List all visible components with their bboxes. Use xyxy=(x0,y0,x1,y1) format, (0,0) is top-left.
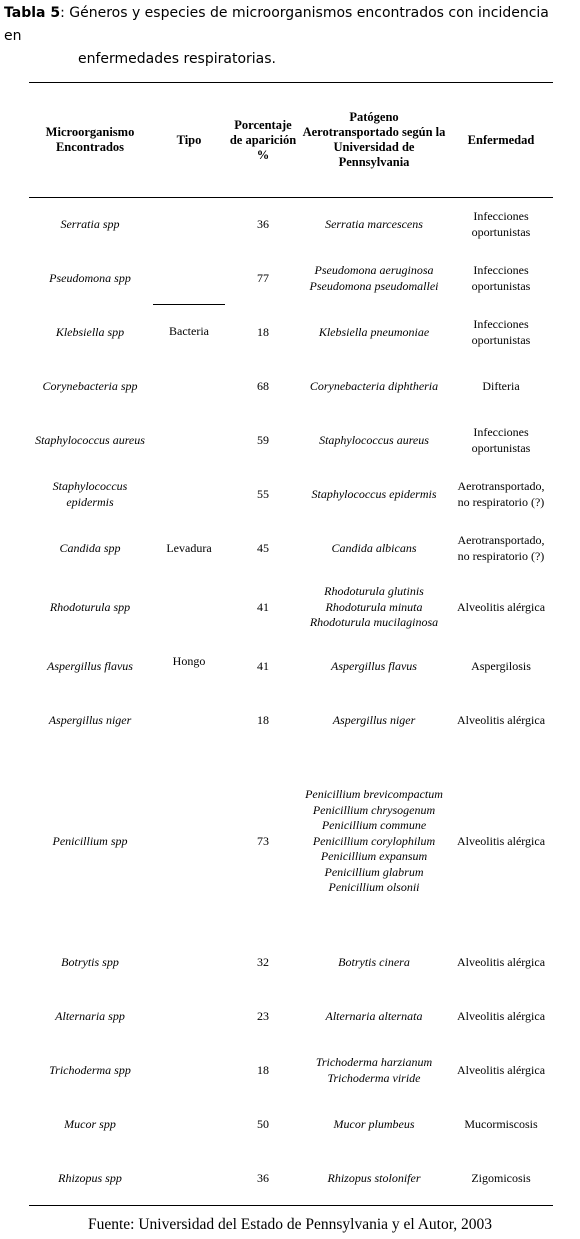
pathogen-name: Penicillium chrysogenum xyxy=(312,802,436,817)
cell-disease xyxy=(449,198,553,252)
tipo-label-hongo: Hongo xyxy=(172,653,206,668)
cell-pathogen xyxy=(299,468,449,522)
cell-percentage: 45 xyxy=(257,540,269,555)
disease-line: Alveolitis alérgica xyxy=(456,954,546,969)
cell-percentage: 32 xyxy=(257,954,269,969)
cell-organism: Rhodoturula spp xyxy=(49,599,131,614)
table-row xyxy=(29,748,553,936)
disease-line: Zigomicosis xyxy=(471,1170,531,1185)
pathogen-name: Rhodoturula minuta xyxy=(325,599,423,614)
table-row xyxy=(29,306,553,360)
table-header-row xyxy=(29,83,553,198)
cell-organism: Klebsiella spp xyxy=(55,324,125,339)
disease-line: Mucormiscosis xyxy=(464,1116,538,1131)
tipo-label-levadura: Levadura xyxy=(166,540,212,555)
pathogen-name: Staphylococcus aureus xyxy=(319,432,429,447)
pathogen-name: Rhodoturula mucilaginosa xyxy=(309,615,439,630)
cell-pathogen xyxy=(299,522,449,576)
header-enfermedad: Enfermedad xyxy=(449,83,553,198)
cell-pathogen xyxy=(299,936,449,990)
pathogen-name: Penicillium expansum xyxy=(320,849,428,864)
cell-disease xyxy=(449,252,553,306)
cell-organism: Botrytis spp xyxy=(61,954,119,969)
cell-tipo-empty xyxy=(151,748,227,936)
cell-disease xyxy=(449,522,553,576)
cell-pathogen xyxy=(299,1098,449,1152)
pathogen-name: Penicillium brevicompactum xyxy=(305,787,443,802)
table-row xyxy=(29,252,553,306)
pathogen-name: Pseudomona pseudomallei xyxy=(309,278,439,293)
cell-tipo-empty xyxy=(151,1152,227,1206)
cell-disease xyxy=(449,936,553,990)
table-row xyxy=(29,576,553,640)
cell-disease xyxy=(449,414,553,468)
disease-line: oportunistas xyxy=(471,440,531,455)
cell-disease xyxy=(449,360,553,414)
disease-line: Infecciones xyxy=(473,425,529,439)
disease-line: Aerotransportado, xyxy=(457,533,545,547)
cell-organism: Rhizopus spp xyxy=(29,1152,151,1206)
cell-tipo-bacteria xyxy=(151,198,227,522)
cell-pathogen xyxy=(299,748,449,936)
cell-disease xyxy=(449,306,553,360)
table-row xyxy=(29,468,553,522)
cell-disease xyxy=(449,1098,553,1152)
header-patogeno: Patógeno Aerotransportado según la Universidad de Pennsylvania xyxy=(299,83,449,198)
cell-organism: Penicillium spp xyxy=(52,833,128,848)
cell-tipo-empty xyxy=(151,1044,227,1098)
table-row xyxy=(29,522,553,576)
cell-percentage: 68 xyxy=(257,378,269,393)
disease-line: no respiratorio (?) xyxy=(457,548,545,563)
cell-percentage: 18 xyxy=(257,712,269,727)
cell-percentage: 77 xyxy=(257,270,269,285)
cell-tipo-hongo xyxy=(151,576,227,748)
cell-percentage: 50 xyxy=(257,1116,269,1131)
disease-line: no respiratorio (?) xyxy=(457,494,545,509)
table-row xyxy=(29,640,553,694)
disease-line: Alveolitis alérgica xyxy=(456,1062,546,1077)
table-row xyxy=(29,936,553,990)
cell-organism: Serratia spp xyxy=(60,217,120,231)
cell-organism: Corynebacteria spp xyxy=(42,378,138,393)
tipo-label-bacteria: Bacteria xyxy=(169,324,209,338)
pathogen-name: Pseudomona aeruginosa xyxy=(314,263,434,277)
cell-pathogen xyxy=(299,360,449,414)
pathogen-name: Trichoderma viride xyxy=(327,1070,421,1085)
cell-percentage: 55 xyxy=(257,486,269,501)
microorganism-table-container xyxy=(29,82,553,1206)
cell-percentage: 73 xyxy=(257,833,269,848)
cell-tipo-empty xyxy=(151,990,227,1044)
disease-line: Alveolitis alérgica xyxy=(456,712,546,727)
table-row xyxy=(29,1044,553,1098)
header-porcentaje: Porcentaje de aparición % xyxy=(227,83,299,198)
disease-line: oportunistas xyxy=(471,278,531,293)
pathogen-name: Rhodoturula glutinis xyxy=(324,584,424,599)
cell-disease xyxy=(449,694,553,748)
table-body xyxy=(29,198,553,1206)
cell-pathogen xyxy=(299,990,449,1044)
cell-pathogen xyxy=(299,252,449,306)
pathogen-name: Staphylococcus epidermis xyxy=(311,486,437,501)
pathogen-name: Aspergillus flavus xyxy=(331,658,417,673)
pathogen-name: Corynebacteria diphtheria xyxy=(309,378,439,393)
disease-line: Alveolitis alérgica xyxy=(456,599,546,614)
cell-disease xyxy=(449,1044,553,1098)
table-row xyxy=(29,360,553,414)
cell-disease xyxy=(449,748,553,936)
cell-pathogen xyxy=(299,576,449,640)
cell-organism: Trichoderma spp xyxy=(49,1062,131,1077)
pathogen-name: Penicillium glabrum xyxy=(324,864,424,879)
pathogen-name: Mucor plumbeus xyxy=(333,1116,415,1131)
pathogen-name: Trichoderma harzianum xyxy=(315,1055,433,1069)
table-row xyxy=(29,1152,553,1206)
cell-tipo-levadura xyxy=(151,522,227,576)
source-note: Fuente: Universidad del Estado de Pennsylvania y el Autor, 2003 xyxy=(87,1216,493,1233)
cell-percentage: 18 xyxy=(257,324,269,339)
cell-organism: Aspergillus niger xyxy=(48,712,132,727)
caption-text-line1: : Géneros y especies de microorganismos encontrados con incidencia en xyxy=(4,5,549,44)
table-row xyxy=(29,198,553,252)
table-row xyxy=(29,694,553,748)
pathogen-name: Penicillium olsonii xyxy=(328,880,420,895)
pathogen-name: Serratia marcescens xyxy=(325,217,423,231)
cell-percentage: 18 xyxy=(257,1062,269,1077)
disease-line: Aspergilosis xyxy=(471,658,531,673)
cell-organism: Staphylococcus aureus xyxy=(35,432,145,447)
cell-pathogen xyxy=(299,414,449,468)
cell-organism: Candida spp xyxy=(59,540,121,555)
cell-pathogen xyxy=(299,198,449,252)
cell-pathogen xyxy=(299,1152,449,1206)
cell-percentage: 23 xyxy=(257,1008,269,1023)
cell-organism: Pseudomona spp xyxy=(49,270,131,285)
disease-line: Difteria xyxy=(482,378,520,393)
table-row xyxy=(29,414,553,468)
cell-pathogen xyxy=(299,1044,449,1098)
disease-line: oportunistas xyxy=(471,224,531,239)
cell-disease xyxy=(449,576,553,640)
pathogen-name: Candida albicans xyxy=(331,540,417,555)
disease-line: Alveolitis alérgica xyxy=(456,833,546,848)
pathogen-name: Alternaria alternata xyxy=(325,1008,423,1023)
pathogen-name: Klebsiella pneumoniae xyxy=(318,324,430,339)
disease-line: oportunistas xyxy=(471,332,531,347)
cell-pathogen xyxy=(299,306,449,360)
cell-disease xyxy=(449,1152,553,1206)
cell-disease xyxy=(449,468,553,522)
pathogen-name: Aspergillus niger xyxy=(332,712,416,727)
pathogen-name: Rhizopus stolonifer xyxy=(327,1170,421,1185)
cell-percentage: 36 xyxy=(257,217,269,231)
cell-organism: Staphylococcus epidermis xyxy=(52,479,128,509)
caption-text-line2: enfermedades respiratorias. xyxy=(78,51,276,67)
cell-percentage: 41 xyxy=(257,599,269,614)
cell-tipo-empty xyxy=(151,936,227,990)
table-row xyxy=(29,990,553,1044)
header-tipo: Tipo xyxy=(151,83,227,198)
disease-line: Infecciones xyxy=(473,263,529,277)
disease-line: Aerotransportado, xyxy=(457,479,545,493)
cell-pathogen xyxy=(299,640,449,694)
cell-pathogen xyxy=(299,694,449,748)
header-microorganism: Microorganismo Encontrados xyxy=(29,83,151,198)
cell-percentage: 36 xyxy=(227,1152,299,1206)
pathogen-name: Penicillium corylophilum xyxy=(312,833,436,848)
cell-percentage: 41 xyxy=(257,658,269,673)
cell-tipo-empty xyxy=(151,1098,227,1152)
cell-percentage: 59 xyxy=(257,432,269,447)
cell-disease xyxy=(449,640,553,694)
microorganism-table xyxy=(29,82,553,1206)
table-row xyxy=(29,1098,553,1152)
cell-organism: Mucor spp xyxy=(64,1116,116,1131)
cell-organism: Aspergillus flavus xyxy=(47,658,133,673)
caption-label: Tabla 5 xyxy=(4,5,61,21)
disease-line: Alveolitis alérgica xyxy=(456,1008,546,1023)
cell-disease xyxy=(449,990,553,1044)
pathogen-name: Penicillium commune xyxy=(321,818,427,833)
disease-line: Infecciones xyxy=(473,209,529,224)
pathogen-name: Botrytis cinera xyxy=(338,954,410,969)
disease-line: Infecciones xyxy=(473,317,529,331)
table-caption xyxy=(4,2,564,71)
cell-organism: Alternaria spp xyxy=(55,1008,125,1023)
